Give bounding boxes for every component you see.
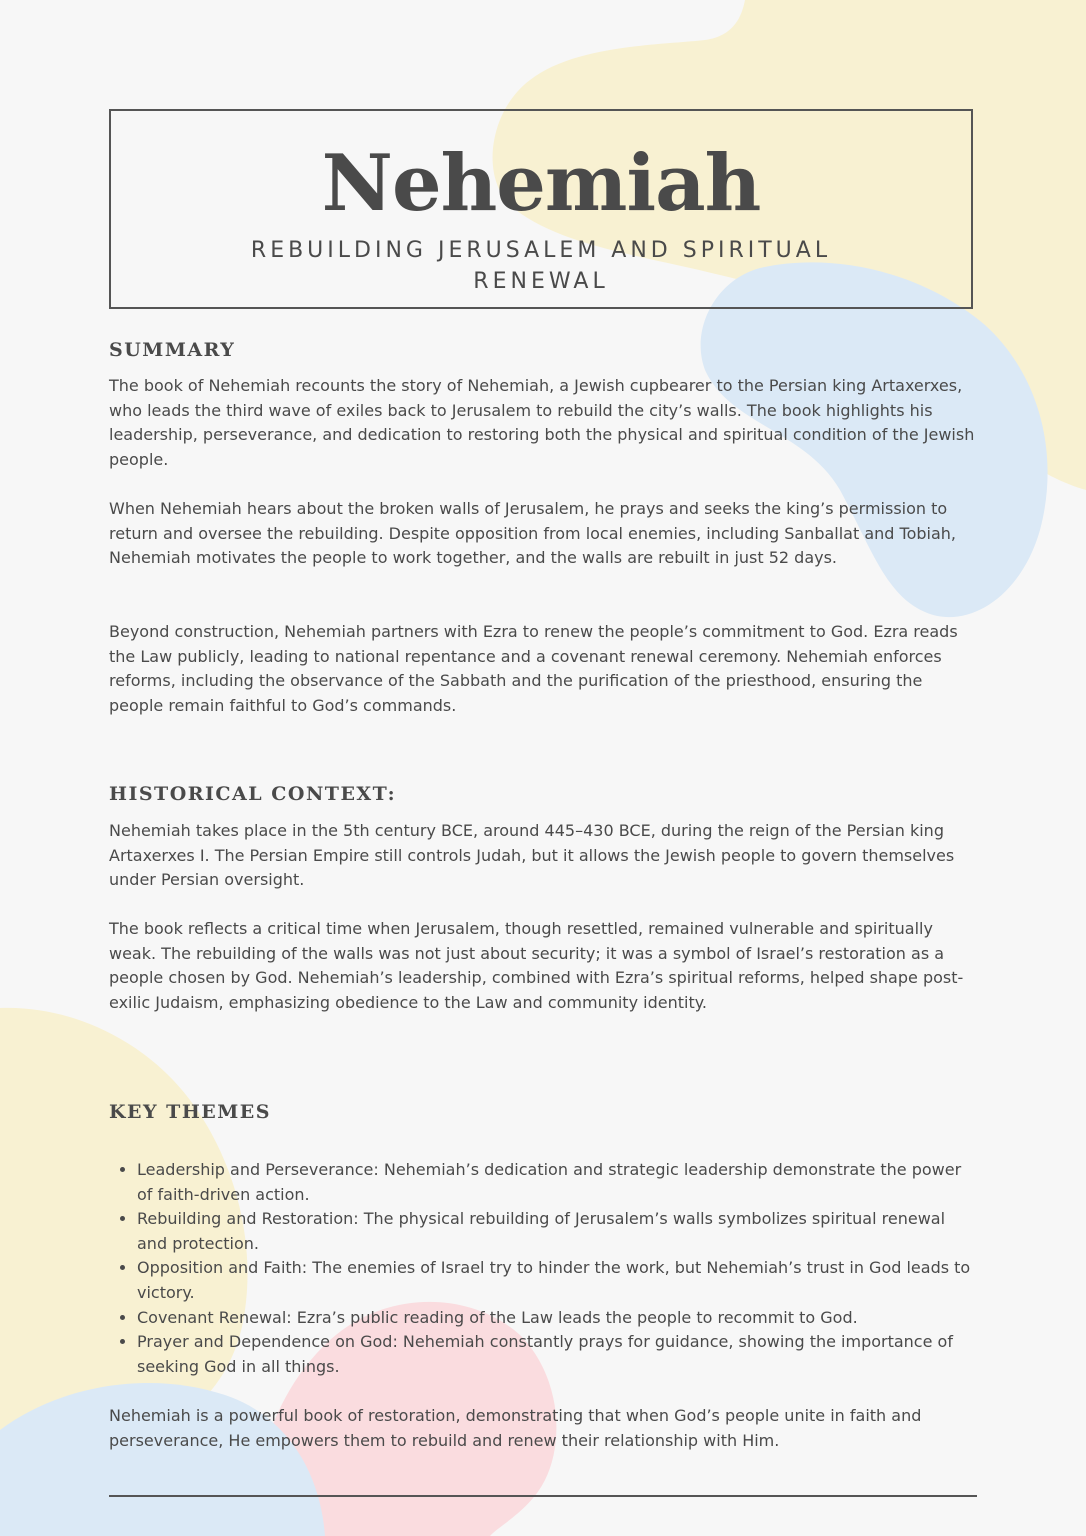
summary-heading: SUMMARY [109,339,236,361]
document-title: Nehemiah [321,138,761,229]
summary-paragraph-3: Beyond construction, Nehemiah partners with Ezra to renew the people’s commitment to God. Ezra reads the Law publicly, leading to national repentance and a covenant renewal ceremony. Nehemiah enforces reforms, including the observance of the Sabbath and the purification of the priesthood, ensuring the people remain faithful to God’s commands. [109,622,958,715]
historical-context-paragraph-1: Nehemiah takes place in the 5th century BCE, around 445–430 BCE, during the reign of the Persian king Artaxerxes I. The Persian Empire still controls Judah, but it allows the Jewish people to govern themselves under Persian oversight. [109,821,955,890]
list-item: • Prayer and Dependence on God: Nehemiah constantly prays for guidance, showing the importance of seeking God in all things. [137,1330,979,1379]
summary-paragraph-2: When Nehemiah hears about the broken walls of Jerusalem, he prays and seeks the king’s permission to return and oversee the rebuilding. Despite opposition from local enemies, including Sanballat and Tobiah, Nehemiah motivates the people to work together, and the walls are rebuilt in just 52 days. [109,499,956,568]
key-themes-list [109,1158,979,1379]
list-item: • Leadership and Perseverance: Nehemiah’s dedication and strategic leadership demonstrate the power of faith-driven action. [137,1158,979,1207]
summary-paragraph-1: The book of Nehemiah recounts the story of Nehemiah, a Jewish cupbearer to the Persian king Artaxerxes, who leads the third wave of exiles back to Jerusalem to rebuild the city’s walls. The book highlights his leadership, perseverance, and dedication to restoring both the physical and spiritual condition of the Jewish people. [109,376,975,469]
historical-context-paragraph-2: The book reflects a critical time when Jerusalem, though resettled, remained vulnerable and spiritually weak. The rebuilding of the walls was not just about security; it was a symbol of Israel’s restoration as a people chosen by God. Nehemiah’s leadership, combined with Ezra’s spiritual reforms, helped shape post-exilic Judaism, emphasizing obedience to the Law and community identity. [109,919,964,1012]
closing-paragraph: Nehemiah is a powerful book of restoration, demonstrating that when God’s people unite in faith and perseverance, He empowers them to rebuild and renew their relationship with Him. [109,1406,922,1450]
list-item: • Rebuilding and Restoration: The physical rebuilding of Jerusalem’s walls symbolizes spiritual renewal and protection. [137,1207,979,1256]
key-themes-heading: KEY THEMES [109,1101,271,1123]
title-box [109,109,973,309]
historical-context-heading: HISTORICAL CONTEXT: [109,783,397,805]
list-item: • Opposition and Faith: The enemies of Israel try to hinder the work, but Nehemiah’s trust in God leads to victory. [137,1256,979,1305]
list-item: • Covenant Renewal: Ezra’s public reading of the Law leads the people to recommit to God. [137,1306,979,1331]
document-subtitle: REBUILDING JERUSALEM AND SPIRITUAL RENEWAL [250,238,832,294]
bottom-divider [109,1495,977,1497]
